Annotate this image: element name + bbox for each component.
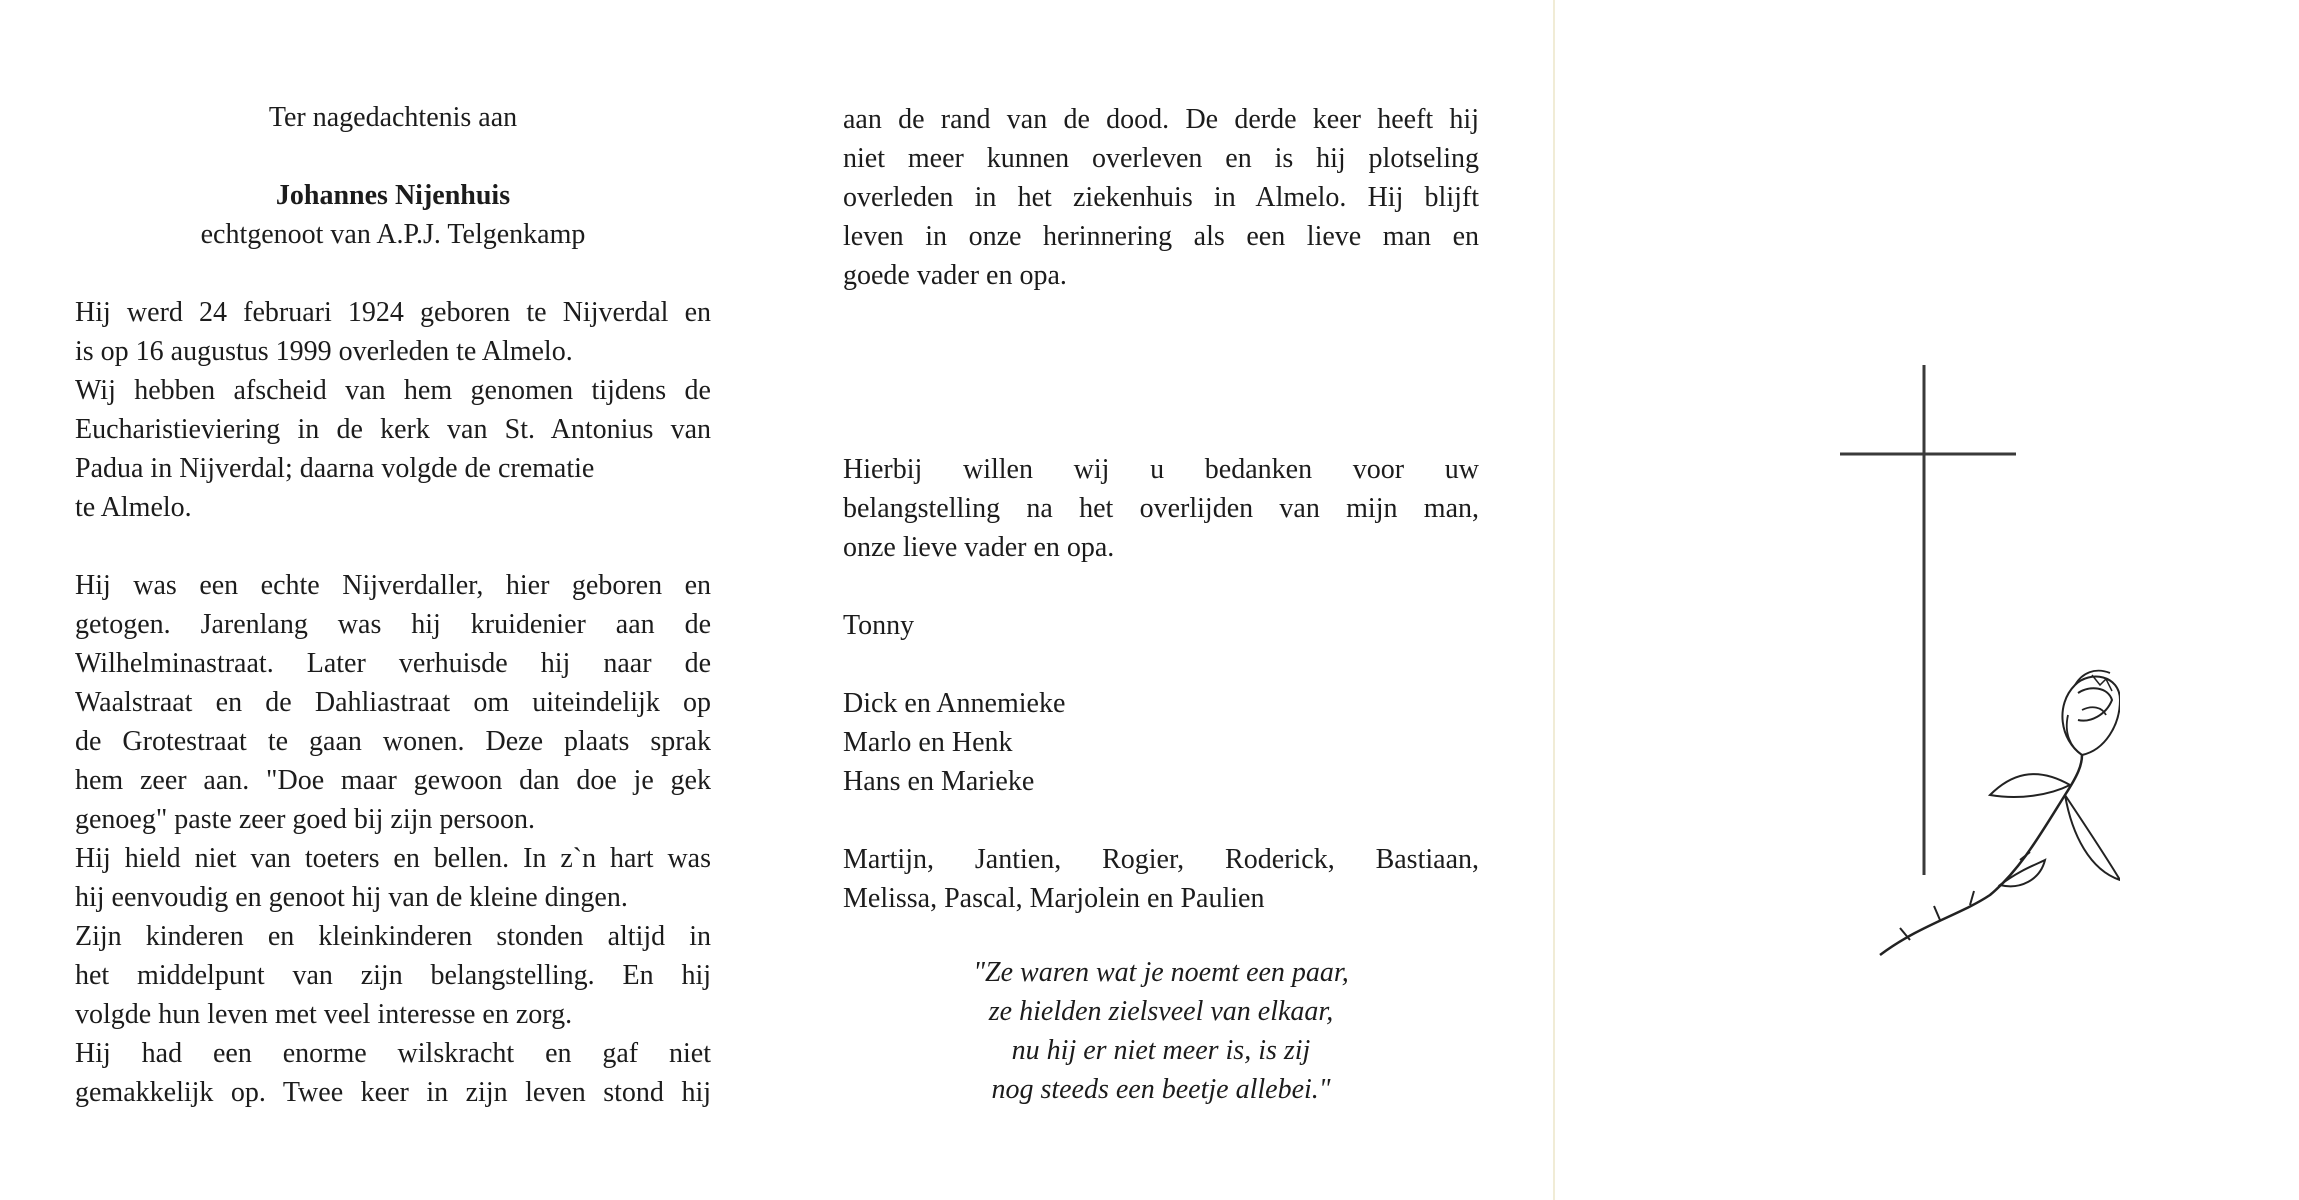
text-line: niet meer kunnen overleven en is hij plotseling (843, 143, 1479, 174)
text-line: Dick en Annemieke (843, 688, 1066, 719)
intro-line: Ter nagedachtenis aan (268, 102, 518, 133)
poem-line: nog steeds een beetje allebei." (991, 1074, 1331, 1105)
poem-line: nu hij er niet meer is, is zij (1011, 1035, 1311, 1066)
text-line: Wilhelminastraat. Later verhuisde hij naar de (75, 648, 711, 679)
spouse-line: echtgenoot van A.P.J. Telgenkamp (200, 219, 586, 250)
poem-line: ze hielden zielsveel van elkaar, (988, 996, 1334, 1027)
text-line: Hij had een enorme wilskracht en gaf niet (75, 1038, 711, 1069)
text-line: Wij hebben afscheid van hem genomen tijdens de (75, 375, 711, 406)
text-line: goede vader en opa. (843, 260, 1067, 291)
text-line: de Grotestraat te gaan wonen. Deze plaats sprak (75, 726, 711, 757)
text-line: Marlo en Henk (843, 727, 1013, 758)
cross-rose-icon (1820, 355, 2120, 975)
text-line: onze lieve vader en opa. (843, 532, 1115, 563)
text-line: overleden in het ziekenhuis in Almelo. Hij blijft (843, 182, 1479, 213)
poem-line: "Ze waren wat je noemt een paar, (973, 957, 1349, 988)
text-line: Hij werd 24 februari 1924 geboren te Nijverdal en (75, 297, 711, 328)
text-line: het middelpunt van zijn belangstelling. En hij (75, 960, 711, 991)
text-line (75, 527, 711, 566)
text-line: Zijn kinderen en kleinkinderen stonden altijd in (75, 921, 711, 952)
memorial-poem (843, 953, 1479, 1109)
deceased-name: Johannes Nijenhuis (275, 180, 511, 211)
text-line (843, 567, 1479, 606)
thank-you-text (843, 450, 1479, 918)
card-fold-line (1553, 0, 1555, 1200)
text-line: is op 16 augustus 1999 overleden te Almelo. (75, 336, 573, 367)
biography-continued (843, 100, 1479, 295)
text-line: Eucharistieviering in de kerk van St. Antonius van (75, 414, 711, 445)
text-line: genoeg" paste zeer goed bij zijn persoon. (75, 804, 536, 835)
text-line: Hans en Marieke (843, 766, 1035, 797)
text-line: volgde hun leven met veel interesse en zorg. (75, 999, 573, 1030)
text-line: getogen. Jarenlang was hij kruidenier aan de (75, 609, 711, 640)
text-line: Waalstraat en de Dahliastraat om uiteindelijk op (75, 687, 711, 718)
text-line: Hierbij willen wij u bedanken voor uw (843, 454, 1479, 485)
text-line: Hij hield niet van toeters en bellen. In z`n hart was (75, 843, 711, 874)
text-line (843, 801, 1479, 840)
text-line: Martijn, Jantien, Rogier, Roderick, Bastiaan, (843, 844, 1479, 875)
text-line: hij eenvoudig en genoot hij van de kleine dingen. (75, 882, 628, 913)
text-line: Padua in Nijverdal; daarna volgde de crematie (75, 453, 595, 484)
cross-and-rose-illustration (1820, 355, 2120, 980)
text-line (843, 645, 1479, 684)
text-line: te Almelo. (75, 492, 192, 523)
text-line: leven in onze herinnering als een lieve man en (843, 221, 1479, 252)
text-line: hem zeer aan. "Doe maar gewoon dan doe je gek (75, 765, 711, 796)
text-line: gemakkelijk op. Twee keer in zijn leven stond hij (75, 1077, 711, 1108)
text-line: Tonny (843, 610, 915, 641)
text-line: Melissa, Pascal, Marjolein en Paulien (843, 883, 1265, 914)
biography-text (75, 293, 711, 1112)
text-line: Hij was een echte Nijverdaller, hier geboren en (75, 570, 711, 601)
text-line: belangstelling na het overlijden van mijn man, (843, 493, 1479, 524)
text-line: aan de rand van de dood. De derde keer heeft hij (843, 104, 1479, 135)
